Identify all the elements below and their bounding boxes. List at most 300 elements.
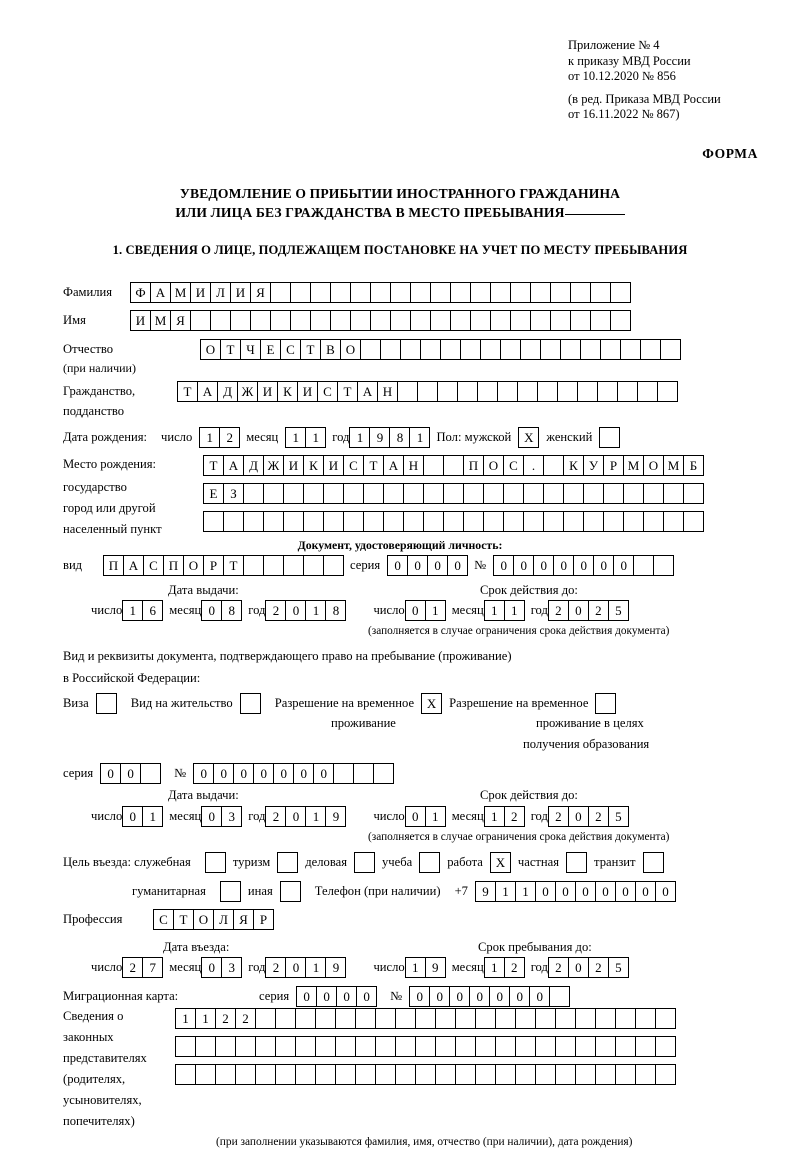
- char-cell[interactable]: [455, 1064, 476, 1085]
- char-cell[interactable]: [490, 282, 511, 303]
- char-cell[interactable]: [333, 763, 354, 784]
- char-cell[interactable]: [390, 282, 411, 303]
- char-cell[interactable]: 0: [429, 986, 450, 1007]
- char-cell[interactable]: М: [663, 455, 684, 476]
- char-cell[interactable]: 0: [613, 555, 634, 576]
- char-cell[interactable]: 0: [493, 555, 514, 576]
- char-cell[interactable]: А: [150, 282, 171, 303]
- char-cell[interactable]: 0: [293, 763, 314, 784]
- char-cell[interactable]: 2: [504, 957, 525, 978]
- char-cell[interactable]: [415, 1036, 436, 1057]
- char-cell[interactable]: М: [150, 310, 171, 331]
- char-cell[interactable]: 9: [425, 957, 446, 978]
- permit-number-input[interactable]: [193, 763, 393, 784]
- char-cell[interactable]: [490, 310, 511, 331]
- char-cell[interactable]: О: [183, 555, 204, 576]
- char-cell[interactable]: [463, 511, 484, 532]
- char-cell[interactable]: К: [563, 455, 584, 476]
- char-cell[interactable]: [315, 1064, 336, 1085]
- char-cell[interactable]: [557, 381, 578, 402]
- char-cell[interactable]: [290, 310, 311, 331]
- char-cell[interactable]: [440, 339, 461, 360]
- char-cell[interactable]: 0: [447, 555, 468, 576]
- char-cell[interactable]: [663, 511, 684, 532]
- char-cell[interactable]: [460, 339, 481, 360]
- char-cell[interactable]: [540, 339, 561, 360]
- permit-valid-year-input[interactable]: [548, 806, 628, 827]
- char-cell[interactable]: [495, 1008, 516, 1029]
- char-cell[interactable]: [620, 339, 641, 360]
- char-cell[interactable]: [295, 1008, 316, 1029]
- char-cell[interactable]: [477, 381, 498, 402]
- char-cell[interactable]: [580, 339, 601, 360]
- char-cell[interactable]: 0: [573, 555, 594, 576]
- char-cell[interactable]: Р: [253, 909, 274, 930]
- char-cell[interactable]: [263, 555, 284, 576]
- char-cell[interactable]: [660, 339, 681, 360]
- char-cell[interactable]: [255, 1036, 276, 1057]
- char-cell[interactable]: У: [583, 455, 604, 476]
- char-cell[interactable]: С: [343, 455, 364, 476]
- char-cell[interactable]: 9: [369, 427, 390, 448]
- identity-valid-day-input[interactable]: [405, 600, 445, 621]
- char-cell[interactable]: 3: [221, 957, 242, 978]
- char-cell[interactable]: [623, 511, 644, 532]
- char-cell[interactable]: Ж: [237, 381, 258, 402]
- char-cell[interactable]: [443, 511, 464, 532]
- char-cell[interactable]: 1: [305, 600, 326, 621]
- char-cell[interactable]: 0: [405, 806, 426, 827]
- char-cell[interactable]: [303, 511, 324, 532]
- char-cell[interactable]: [623, 483, 644, 504]
- char-cell[interactable]: [310, 282, 331, 303]
- char-cell[interactable]: 8: [325, 600, 346, 621]
- char-cell[interactable]: 0: [449, 986, 470, 1007]
- char-cell[interactable]: [663, 483, 684, 504]
- char-cell[interactable]: [195, 1064, 216, 1085]
- char-cell[interactable]: [315, 1008, 336, 1029]
- char-cell[interactable]: [520, 339, 541, 360]
- char-cell[interactable]: [415, 1008, 436, 1029]
- entry-month-input[interactable]: [201, 957, 241, 978]
- permit-education-checkbox[interactable]: [595, 693, 616, 714]
- char-cell[interactable]: [515, 1008, 536, 1029]
- identity-number-input[interactable]: [493, 555, 673, 576]
- char-cell[interactable]: 5: [608, 600, 629, 621]
- sex-male-checkbox[interactable]: Х: [518, 427, 539, 448]
- char-cell[interactable]: [510, 282, 531, 303]
- birth-month-input[interactable]: [285, 427, 325, 448]
- char-cell[interactable]: [235, 1036, 256, 1057]
- char-cell[interactable]: 6: [142, 600, 163, 621]
- char-cell[interactable]: [190, 310, 211, 331]
- char-cell[interactable]: 8: [389, 427, 410, 448]
- char-cell[interactable]: [615, 1064, 636, 1085]
- char-cell[interactable]: [380, 339, 401, 360]
- char-cell[interactable]: 1: [484, 806, 505, 827]
- char-cell[interactable]: Н: [377, 381, 398, 402]
- char-cell[interactable]: 2: [588, 600, 609, 621]
- char-cell[interactable]: П: [163, 555, 184, 576]
- char-cell[interactable]: 1: [409, 427, 430, 448]
- char-cell[interactable]: [600, 339, 621, 360]
- char-cell[interactable]: [215, 1036, 236, 1057]
- birthplace-input-1[interactable]: [203, 455, 703, 476]
- char-cell[interactable]: 1: [504, 600, 525, 621]
- char-cell[interactable]: [435, 1036, 456, 1057]
- char-cell[interactable]: 0: [296, 986, 317, 1007]
- char-cell[interactable]: 0: [568, 600, 589, 621]
- char-cell[interactable]: [563, 483, 584, 504]
- char-cell[interactable]: 0: [427, 555, 448, 576]
- permit-temporary-checkbox[interactable]: Х: [421, 693, 442, 714]
- char-cell[interactable]: С: [317, 381, 338, 402]
- surname-input[interactable]: [130, 282, 630, 303]
- char-cell[interactable]: 0: [100, 763, 121, 784]
- char-cell[interactable]: 0: [336, 986, 357, 1007]
- stay-year-input[interactable]: [548, 957, 628, 978]
- char-cell[interactable]: [463, 483, 484, 504]
- char-cell[interactable]: И: [297, 381, 318, 402]
- char-cell[interactable]: 1: [484, 957, 505, 978]
- entry-day-input[interactable]: [122, 957, 162, 978]
- char-cell[interactable]: [523, 483, 544, 504]
- char-cell[interactable]: 0: [655, 881, 676, 902]
- char-cell[interactable]: [560, 339, 581, 360]
- char-cell[interactable]: С: [143, 555, 164, 576]
- sex-female-checkbox[interactable]: [599, 427, 620, 448]
- char-cell[interactable]: 2: [588, 957, 609, 978]
- char-cell[interactable]: 9: [325, 957, 346, 978]
- char-cell[interactable]: 2: [122, 957, 143, 978]
- char-cell[interactable]: [215, 1064, 236, 1085]
- char-cell[interactable]: [583, 511, 604, 532]
- char-cell[interactable]: [643, 511, 664, 532]
- char-cell[interactable]: [330, 310, 351, 331]
- char-cell[interactable]: Я: [170, 310, 191, 331]
- char-cell[interactable]: [275, 1064, 296, 1085]
- char-cell[interactable]: [653, 555, 674, 576]
- char-cell[interactable]: [263, 483, 284, 504]
- char-cell[interactable]: [530, 282, 551, 303]
- char-cell[interactable]: 1: [142, 806, 163, 827]
- char-cell[interactable]: [390, 310, 411, 331]
- char-cell[interactable]: [400, 339, 421, 360]
- char-cell[interactable]: [575, 1064, 596, 1085]
- identity-valid-month-input[interactable]: [484, 600, 524, 621]
- citizenship-input[interactable]: [177, 381, 677, 402]
- char-cell[interactable]: [450, 310, 471, 331]
- char-cell[interactable]: [643, 483, 664, 504]
- char-cell[interactable]: [195, 1036, 216, 1057]
- char-cell[interactable]: 0: [553, 555, 574, 576]
- entry-year-input[interactable]: [265, 957, 345, 978]
- char-cell[interactable]: 0: [469, 986, 490, 1007]
- char-cell[interactable]: 1: [495, 881, 516, 902]
- char-cell[interactable]: 0: [201, 806, 222, 827]
- char-cell[interactable]: [275, 1008, 296, 1029]
- char-cell[interactable]: [595, 1036, 616, 1057]
- char-cell[interactable]: 0: [253, 763, 274, 784]
- char-cell[interactable]: 0: [513, 555, 534, 576]
- char-cell[interactable]: [243, 555, 264, 576]
- identity-series-input[interactable]: [387, 555, 467, 576]
- char-cell[interactable]: 5: [608, 957, 629, 978]
- char-cell[interactable]: [575, 1036, 596, 1057]
- char-cell[interactable]: [475, 1064, 496, 1085]
- char-cell[interactable]: 0: [555, 881, 576, 902]
- char-cell[interactable]: [603, 511, 624, 532]
- char-cell[interactable]: [615, 1008, 636, 1029]
- char-cell[interactable]: 0: [201, 600, 222, 621]
- char-cell[interactable]: [323, 555, 344, 576]
- char-cell[interactable]: [343, 483, 364, 504]
- char-cell[interactable]: [335, 1008, 356, 1029]
- char-cell[interactable]: 2: [548, 806, 569, 827]
- char-cell[interactable]: А: [123, 555, 144, 576]
- char-cell[interactable]: А: [357, 381, 378, 402]
- char-cell[interactable]: [655, 1036, 676, 1057]
- char-cell[interactable]: 0: [122, 806, 143, 827]
- char-cell[interactable]: 1: [285, 427, 306, 448]
- char-cell[interactable]: [275, 1036, 296, 1057]
- char-cell[interactable]: [543, 455, 564, 476]
- char-cell[interactable]: [515, 1064, 536, 1085]
- char-cell[interactable]: [350, 310, 371, 331]
- char-cell[interactable]: 0: [405, 600, 426, 621]
- char-cell[interactable]: [575, 1008, 596, 1029]
- char-cell[interactable]: Д: [217, 381, 238, 402]
- char-cell[interactable]: [375, 1036, 396, 1057]
- representatives-input-1[interactable]: [175, 1008, 675, 1029]
- char-cell[interactable]: [457, 381, 478, 402]
- char-cell[interactable]: [250, 310, 271, 331]
- char-cell[interactable]: [303, 483, 324, 504]
- char-cell[interactable]: М: [170, 282, 191, 303]
- char-cell[interactable]: [640, 339, 661, 360]
- char-cell[interactable]: И: [190, 282, 211, 303]
- char-cell[interactable]: .: [523, 455, 544, 476]
- char-cell[interactable]: [373, 763, 394, 784]
- char-cell[interactable]: 0: [409, 986, 430, 1007]
- char-cell[interactable]: [255, 1008, 276, 1029]
- char-cell[interactable]: [310, 310, 331, 331]
- char-cell[interactable]: [175, 1036, 196, 1057]
- char-cell[interactable]: 0: [568, 806, 589, 827]
- char-cell[interactable]: [530, 310, 551, 331]
- char-cell[interactable]: Р: [203, 555, 224, 576]
- char-cell[interactable]: 0: [615, 881, 636, 902]
- char-cell[interactable]: 0: [193, 763, 214, 784]
- char-cell[interactable]: И: [130, 310, 151, 331]
- char-cell[interactable]: 0: [201, 957, 222, 978]
- char-cell[interactable]: 2: [548, 600, 569, 621]
- char-cell[interactable]: [657, 381, 678, 402]
- purpose-business-checkbox[interactable]: [354, 852, 375, 873]
- char-cell[interactable]: Е: [203, 483, 224, 504]
- char-cell[interactable]: [483, 483, 504, 504]
- char-cell[interactable]: [235, 1064, 256, 1085]
- char-cell[interactable]: [435, 1064, 456, 1085]
- char-cell[interactable]: [610, 310, 631, 331]
- char-cell[interactable]: [535, 1008, 556, 1029]
- char-cell[interactable]: И: [230, 282, 251, 303]
- char-cell[interactable]: [443, 483, 464, 504]
- purpose-private-checkbox[interactable]: [566, 852, 587, 873]
- char-cell[interactable]: 0: [285, 806, 306, 827]
- purpose-transit-checkbox[interactable]: [643, 852, 664, 873]
- char-cell[interactable]: [360, 339, 381, 360]
- char-cell[interactable]: [395, 1008, 416, 1029]
- permit-issue-month-input[interactable]: [201, 806, 241, 827]
- char-cell[interactable]: [383, 511, 404, 532]
- char-cell[interactable]: Ф: [130, 282, 151, 303]
- char-cell[interactable]: З: [223, 483, 244, 504]
- char-cell[interactable]: [455, 1036, 476, 1057]
- char-cell[interactable]: [655, 1008, 676, 1029]
- char-cell[interactable]: Д: [243, 455, 264, 476]
- char-cell[interactable]: 0: [593, 555, 614, 576]
- representatives-input-3[interactable]: [175, 1064, 675, 1085]
- char-cell[interactable]: [517, 381, 538, 402]
- char-cell[interactable]: Т: [337, 381, 358, 402]
- char-cell[interactable]: [570, 282, 591, 303]
- char-cell[interactable]: [283, 483, 304, 504]
- char-cell[interactable]: [603, 483, 624, 504]
- birth-year-input[interactable]: [349, 427, 429, 448]
- char-cell[interactable]: [415, 1064, 436, 1085]
- char-cell[interactable]: [550, 310, 571, 331]
- char-cell[interactable]: 2: [265, 957, 286, 978]
- char-cell[interactable]: 0: [533, 555, 554, 576]
- char-cell[interactable]: [617, 381, 638, 402]
- char-cell[interactable]: [403, 483, 424, 504]
- char-cell[interactable]: 5: [608, 806, 629, 827]
- char-cell[interactable]: Т: [177, 381, 198, 402]
- char-cell[interactable]: С: [503, 455, 524, 476]
- char-cell[interactable]: [290, 282, 311, 303]
- char-cell[interactable]: [435, 1008, 456, 1029]
- permit-series-input[interactable]: [100, 763, 160, 784]
- char-cell[interactable]: 2: [588, 806, 609, 827]
- char-cell[interactable]: 0: [509, 986, 530, 1007]
- identity-valid-year-input[interactable]: [548, 600, 628, 621]
- char-cell[interactable]: [375, 1008, 396, 1029]
- char-cell[interactable]: И: [257, 381, 278, 402]
- char-cell[interactable]: [543, 483, 564, 504]
- char-cell[interactable]: [555, 1064, 576, 1085]
- char-cell[interactable]: 9: [475, 881, 496, 902]
- char-cell[interactable]: [635, 1036, 656, 1057]
- char-cell[interactable]: [550, 282, 571, 303]
- char-cell[interactable]: [410, 310, 431, 331]
- char-cell[interactable]: [335, 1036, 356, 1057]
- char-cell[interactable]: И: [323, 455, 344, 476]
- char-cell[interactable]: [355, 1064, 376, 1085]
- char-cell[interactable]: О: [483, 455, 504, 476]
- char-cell[interactable]: [255, 1064, 276, 1085]
- char-cell[interactable]: 0: [120, 763, 141, 784]
- char-cell[interactable]: Т: [173, 909, 194, 930]
- char-cell[interactable]: [383, 483, 404, 504]
- char-cell[interactable]: [355, 1008, 376, 1029]
- permit-valid-month-input[interactable]: [484, 806, 524, 827]
- char-cell[interactable]: 2: [265, 600, 286, 621]
- permit-issue-year-input[interactable]: [265, 806, 345, 827]
- char-cell[interactable]: [423, 455, 444, 476]
- char-cell[interactable]: О: [200, 339, 221, 360]
- char-cell[interactable]: [437, 381, 458, 402]
- char-cell[interactable]: 0: [285, 957, 306, 978]
- char-cell[interactable]: [523, 511, 544, 532]
- char-cell[interactable]: [443, 455, 464, 476]
- char-cell[interactable]: 0: [635, 881, 656, 902]
- char-cell[interactable]: [243, 511, 264, 532]
- char-cell[interactable]: [315, 1036, 336, 1057]
- char-cell[interactable]: 2: [504, 806, 525, 827]
- char-cell[interactable]: 0: [489, 986, 510, 1007]
- char-cell[interactable]: [583, 483, 604, 504]
- char-cell[interactable]: [475, 1008, 496, 1029]
- char-cell[interactable]: 0: [575, 881, 596, 902]
- char-cell[interactable]: 0: [387, 555, 408, 576]
- char-cell[interactable]: [370, 282, 391, 303]
- purpose-service-checkbox[interactable]: [205, 852, 226, 873]
- char-cell[interactable]: Ж: [263, 455, 284, 476]
- char-cell[interactable]: [230, 310, 251, 331]
- char-cell[interactable]: В: [320, 339, 341, 360]
- char-cell[interactable]: [355, 1036, 376, 1057]
- char-cell[interactable]: [595, 1064, 616, 1085]
- char-cell[interactable]: 0: [356, 986, 377, 1007]
- char-cell[interactable]: [350, 282, 371, 303]
- char-cell[interactable]: Т: [220, 339, 241, 360]
- char-cell[interactable]: Н: [403, 455, 424, 476]
- stay-month-input[interactable]: [484, 957, 524, 978]
- char-cell[interactable]: Т: [300, 339, 321, 360]
- char-cell[interactable]: 1: [199, 427, 220, 448]
- char-cell[interactable]: [480, 339, 501, 360]
- char-cell[interactable]: Т: [223, 555, 244, 576]
- char-cell[interactable]: 2: [219, 427, 240, 448]
- char-cell[interactable]: Р: [603, 455, 624, 476]
- char-cell[interactable]: 0: [233, 763, 254, 784]
- char-cell[interactable]: С: [280, 339, 301, 360]
- char-cell[interactable]: [577, 381, 598, 402]
- char-cell[interactable]: [243, 483, 264, 504]
- char-cell[interactable]: [283, 555, 304, 576]
- char-cell[interactable]: [263, 511, 284, 532]
- char-cell[interactable]: 1: [122, 600, 143, 621]
- char-cell[interactable]: [175, 1064, 196, 1085]
- char-cell[interactable]: [270, 282, 291, 303]
- char-cell[interactable]: [633, 555, 654, 576]
- char-cell[interactable]: 2: [265, 806, 286, 827]
- char-cell[interactable]: [597, 381, 618, 402]
- char-cell[interactable]: [555, 1036, 576, 1057]
- char-cell[interactable]: [295, 1064, 316, 1085]
- char-cell[interactable]: [370, 310, 391, 331]
- char-cell[interactable]: [203, 511, 224, 532]
- char-cell[interactable]: [610, 282, 631, 303]
- char-cell[interactable]: [363, 511, 384, 532]
- char-cell[interactable]: Т: [203, 455, 224, 476]
- purpose-humanitarian-checkbox[interactable]: [220, 881, 241, 902]
- char-cell[interactable]: [555, 1008, 576, 1029]
- char-cell[interactable]: Б: [683, 455, 704, 476]
- char-cell[interactable]: 1: [305, 427, 326, 448]
- char-cell[interactable]: 7: [142, 957, 163, 978]
